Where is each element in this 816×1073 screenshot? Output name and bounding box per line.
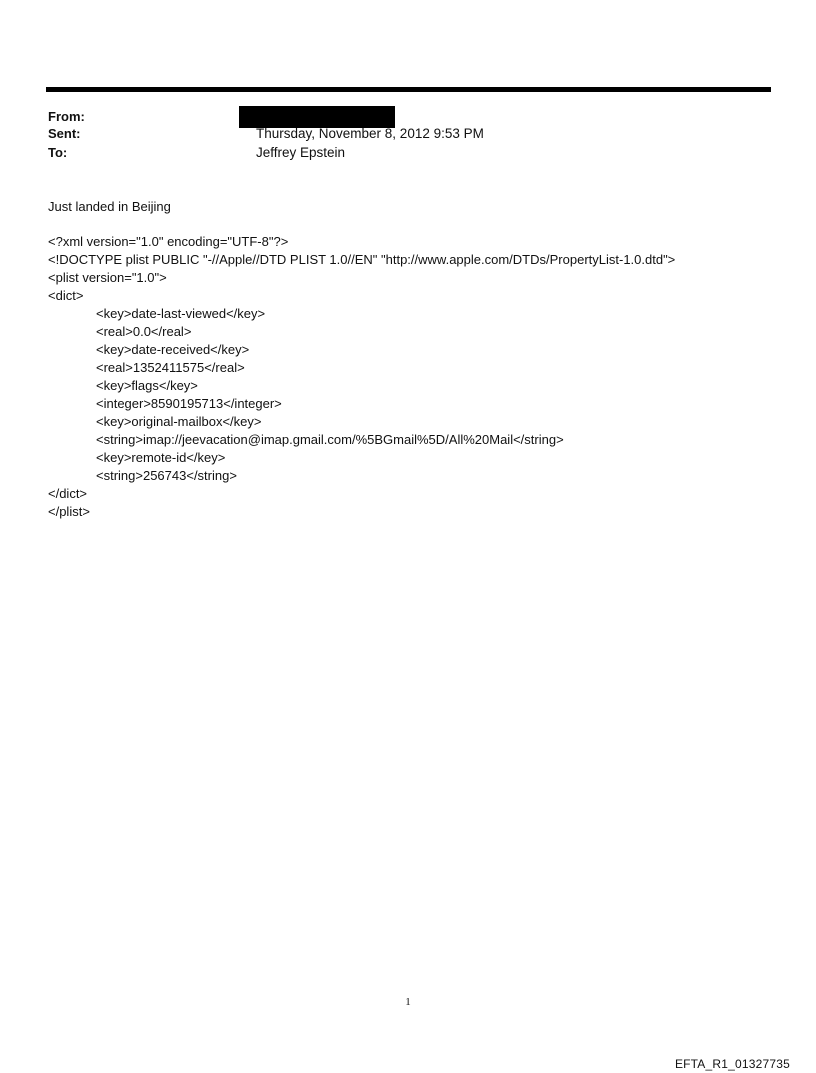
from-label: From: [48,109,85,124]
plist-line: <string>imap://jeevacation@imap.gmail.com/%5BGmail%5D/All%20Mail</string> [96,432,564,447]
plist-line: </dict> [48,486,88,501]
sent-value: Thursday, November 8, 2012 9:53 PM [256,126,484,141]
plist-line: <string>256743</string> [96,468,237,483]
plist-line: <real>1352411575</real> [96,360,245,375]
plist-line: <real>0.0</real> [96,324,192,339]
sent-label: Sent: [48,126,81,141]
plist-line: <integer>8590195713</integer> [96,396,282,411]
plist-line: <key>remote-id</key> [96,450,226,465]
bates-number: EFTA_R1_01327735 [674,1057,790,1071]
redaction-block [239,106,395,128]
plist-line: <key>flags</key> [96,378,198,393]
plist-line: <dict> [48,288,84,303]
message-text: Just landed in Beijing [48,199,171,214]
plist-line: </plist> [48,504,90,519]
plist-line: <key>original-mailbox</key> [96,414,262,429]
to-label: To: [48,145,68,160]
header-divider [46,87,771,92]
plist-line: <plist version="1.0"> [48,270,167,285]
plist-line: <!DOCTYPE plist PUBLIC "-//Apple//DTD PLIST 1.0//EN" "http://www.apple.com/DTDs/PropertyList-1.0.dtd"> [48,252,676,267]
plist-line: <key>date-last-viewed</key> [96,306,266,321]
plist-line: <?xml version="1.0" encoding="UTF-8"?> [48,234,289,249]
to-value: Jeffrey Epstein [256,145,346,160]
page-number: 1 [405,996,411,1008]
plist-line: <key>date-received</key> [96,342,250,357]
